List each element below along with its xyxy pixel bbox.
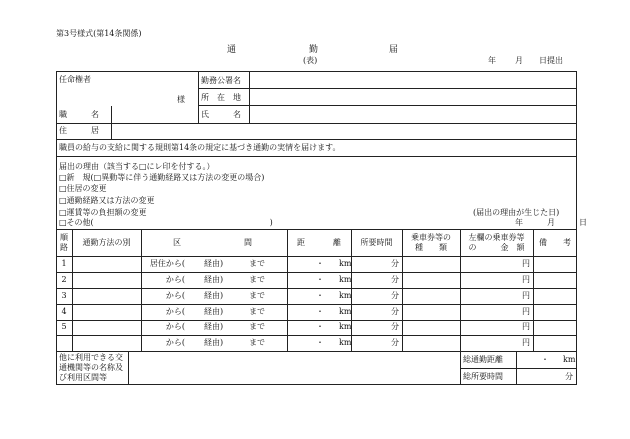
row-no: 3 [61, 291, 67, 300]
total-time-label: 総所要時間 [463, 372, 503, 381]
total-distance-label: 総通勤距離 [463, 355, 503, 364]
side-label: (表) [303, 56, 318, 65]
col-section-1: 区 [173, 238, 181, 247]
col-route-no-2: 路 [60, 243, 68, 252]
date-month: 月 [515, 56, 523, 65]
rule [56, 229, 577, 230]
rule [56, 335, 577, 336]
rule [56, 351, 577, 352]
col-distance-2: 離 [333, 238, 341, 247]
rule [249, 106, 250, 123]
row-km: km [339, 275, 352, 284]
title-char-3: 届 [389, 45, 399, 55]
row-from: から( [165, 322, 185, 331]
row-min: 分 [391, 322, 399, 331]
row-to: まで [249, 291, 265, 300]
date-year: 年 [488, 56, 496, 65]
row-min: 分 [391, 259, 399, 268]
rule [56, 272, 577, 273]
rule [128, 351, 129, 385]
row-from: 居住から( [149, 259, 185, 268]
form-number: 第3号様式(第14条関係) [56, 29, 142, 38]
row-distance-dot: ・ [316, 338, 324, 347]
col-fare-1: 左欄の乗車券等 [468, 233, 525, 242]
reason-occurred-date: 年 月 日 [515, 218, 587, 227]
rule [111, 106, 112, 123]
row-to: まで [249, 307, 265, 316]
title-char-2: 勤 [309, 45, 319, 55]
col-ticket-2: 種 類 [415, 243, 447, 252]
row-km: km [339, 307, 352, 316]
row-to: まで [249, 259, 265, 268]
row-km: km [339, 259, 352, 268]
reason-option-residence[interactable]: □住居の変更 [59, 184, 107, 193]
col-ticket-1: 乗車券等の [411, 233, 451, 242]
reason-heading: 届出の理由（該当する□にレ印を付する。） [59, 162, 215, 171]
total-distance-unit: km [563, 355, 576, 364]
reason-occurred-label: (届出の理由が生じた日) [473, 208, 560, 217]
other-transport-label-1: 他に利用できる交 [59, 353, 123, 362]
title-char-1: 通 [227, 45, 237, 55]
rule [56, 256, 577, 257]
row-min: 分 [391, 275, 399, 284]
row-min: 分 [391, 291, 399, 300]
row-via: 経由) [204, 307, 224, 316]
row-from: から( [165, 291, 185, 300]
rule [198, 106, 199, 123]
row-min: 分 [391, 307, 399, 316]
col-route-no-1: 順 [60, 233, 68, 242]
rule [56, 123, 577, 124]
workplace-label: 勤務公署名 [201, 76, 241, 85]
row-yen: 円 [522, 322, 530, 331]
rule [198, 88, 577, 89]
reason-option-new[interactable]: □新 規(□異動等に伴う通勤経路又は方法の変更の場合) [59, 173, 265, 182]
position-label: 職 名 [59, 110, 99, 119]
name-label: 氏 名 [201, 110, 241, 119]
rule [56, 304, 577, 305]
rule [287, 229, 288, 351]
rule [56, 156, 577, 157]
reason-option-route[interactable]: □通勤経路又は方法の変更 [59, 196, 155, 205]
reason-option-fare[interactable]: □運賃等の負担額の変更 [59, 208, 147, 217]
row-yen: 円 [522, 291, 530, 300]
declaration-text: 職員の給与の支給に関する規則第14条の規定に基づき通勤の実情を届けます。 [59, 143, 341, 152]
row-distance-dot: ・ [316, 307, 324, 316]
row-distance-dot: ・ [316, 322, 324, 331]
row-yen: 円 [522, 259, 530, 268]
row-to: まで [249, 322, 265, 331]
row-distance-dot: ・ [316, 275, 324, 284]
rule [141, 229, 142, 351]
col-fare-2: の 金 額 [468, 243, 525, 252]
rule [111, 123, 112, 139]
row-km: km [339, 322, 352, 331]
other-transport-label-3: び利用区間等 [59, 373, 107, 382]
row-yen: 円 [522, 275, 530, 284]
col-method: 通勤方法の別 [82, 238, 131, 247]
reason-option-other[interactable]: □その他( ) [59, 218, 273, 227]
row-min: 分 [391, 338, 399, 347]
col-time: 所要時間 [360, 238, 393, 247]
row-via: 経由) [204, 275, 224, 284]
row-no: 4 [61, 307, 67, 316]
row-yen: 円 [522, 338, 530, 347]
total-time-unit: 分 [565, 372, 573, 381]
row-from: から( [165, 275, 185, 284]
col-section-2: 間 [244, 238, 252, 247]
row-distance-dot: ・ [316, 291, 324, 300]
row-from: から( [165, 307, 185, 316]
col-remarks: 備 考 [539, 238, 571, 247]
appointer-sama: 様 [177, 95, 185, 104]
date-submitted: 日提出 [539, 56, 563, 65]
row-no: 2 [61, 275, 67, 284]
other-transport-label-2: 通機関等の名称及 [59, 363, 123, 372]
row-via: 経由) [204, 259, 224, 268]
row-km: km [339, 338, 352, 347]
location-label: 所 在 地 [201, 93, 241, 102]
rule [56, 320, 577, 321]
rule [56, 288, 577, 289]
row-yen: 円 [522, 307, 530, 316]
row-via: 経由) [204, 291, 224, 300]
row-distance-dot: ・ [316, 259, 324, 268]
col-distance-1: 距 [297, 238, 305, 247]
row-no: 5 [61, 322, 67, 331]
row-no: 1 [61, 259, 67, 268]
rule [516, 351, 517, 385]
appointer-label: 任命権者 [59, 75, 91, 84]
rule [198, 105, 577, 106]
rule [56, 139, 577, 140]
row-to: まで [249, 275, 265, 284]
address-label: 住 居 [59, 126, 99, 135]
rule [460, 368, 577, 369]
row-to: まで [249, 338, 265, 347]
row-via: 経由) [204, 338, 224, 347]
row-via: 経由) [204, 322, 224, 331]
row-from: から( [165, 338, 185, 347]
total-distance-dot: ・ [541, 355, 549, 364]
row-km: km [339, 291, 352, 300]
